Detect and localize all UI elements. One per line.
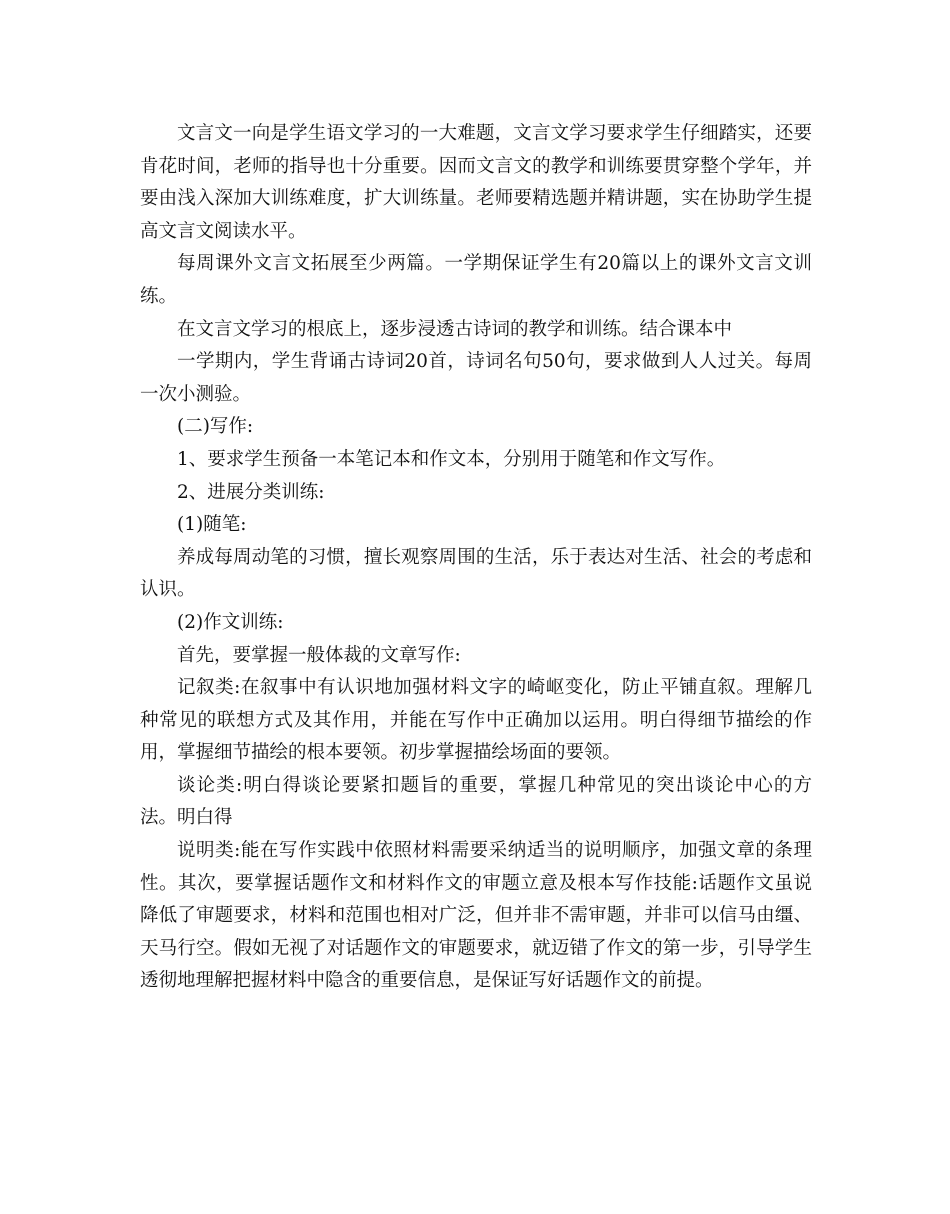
paragraph-general-genres: 首先，要掌握一般体裁的文章写作: (177, 644, 461, 666)
paragraph-notebooks: 1、要求学生预备一本笔记本和作文本，分别用于随笔和作文写作。 (177, 448, 726, 470)
paragraph-expository: 说明类:能在写作实践中依照材料需要采纳适当的说明顺序，加强文章的条理性。其次，要掌握话题作文和材料作文的审题立意及根本写作技能:话题作文虽说降低了审题要求，材料和范围也相对广泛，但并非不需审题，并非可以信马由缰、天马行空。假如无视了对话题作文的审题要求，就迈错了作文的第一步，引导学生透彻地理解把握材料中隐含的重要信息，是保证写好话题作文的前提。 (140, 840, 812, 992)
paragraph-poetry-recitation: 一学期内，学生背诵古诗词20首，诗词名句50句，要求做到人人过关。每周一次小测验。 (140, 351, 812, 405)
paragraph-classified-training: 2、进展分类训练: (177, 481, 325, 503)
heading-writing: (二)写作: (177, 416, 254, 438)
document-body (140, 118, 812, 998)
heading-composition-training: (2)作文训练: (177, 611, 284, 633)
paragraph-classical-chinese-intro: 文言文一向是学生语文学习的一大难题，文言文学习要求学生仔细踏实，还要肯花时间，老师的指导也十分重要。因而文言文的教学和训练要贯穿整个学年，并要由浅入深加大训练难度，扩大训练量。老师要精选题并精讲题，实在协助学生提高文言文阅读水平。 (140, 123, 812, 242)
paragraph-poetry-teaching: 在文言文学习的根底上，逐步浸透古诗词的教学和训练。结合课本中 (177, 318, 733, 340)
paragraph-narrative: 记叙类:在叙事中有认识地加强材料文字的崎岖变化，防止平铺直叙。理解几种常见的联想方式及其作用，并能在写作中正确加以运用。明白得细节描绘的作用，掌握细节描绘的根本要领。初步掌握描绘场面的要领。 (140, 677, 812, 764)
paragraph-weekly-extension: 每周课外文言文拓展至少两篇。一学期保证学生有20篇以上的课外文言文训练。 (140, 253, 812, 307)
paragraph-weekly-writing-habit: 养成每周动笔的习惯，擅长观察周围的生活，乐于表达对生活、社会的考虑和认识。 (140, 546, 812, 601)
paragraph-argumentative: 谈论类:明白得谈论要紧扣题旨的重要，掌握几种常见的突出谈论中心的方法。明白得 (140, 774, 812, 829)
heading-essay-notes: (1)随笔: (177, 514, 247, 536)
